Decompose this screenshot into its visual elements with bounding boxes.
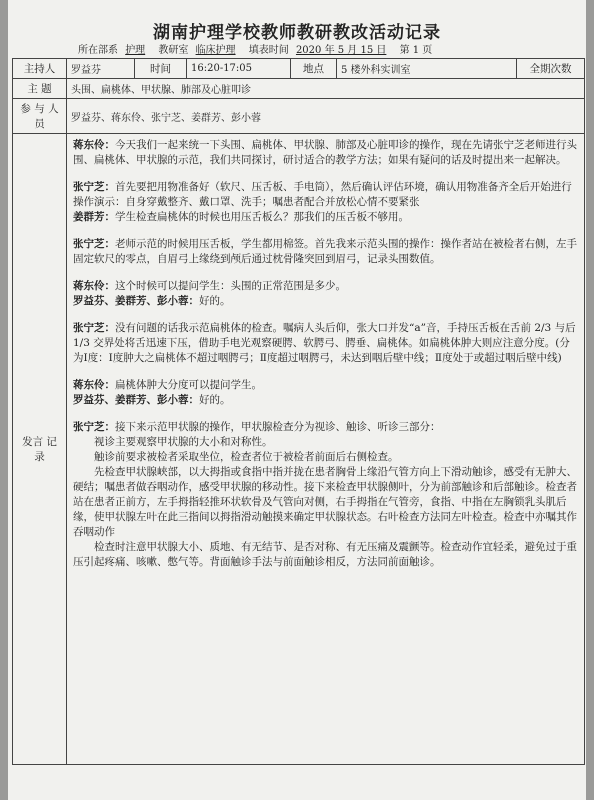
count-label: 全期次数 — [517, 59, 585, 79]
record-entry: 张宁芝：没有问题的话我示范扁桃体的检查。嘱病人头后仰，张大口并发“a”音，手持压舌板在舌前 2/3 与后 1/3 交界处将舌迅速下压，借助手电光观察硬腭、软腭弓、腭垂、扁桃体。如扁桃体肿大则应注意分度。(分为Ⅰ度：Ⅰ度肿大之扁桃体不超过咽腭弓；Ⅱ度超过咽腭弓，未达到咽后壁中线；Ⅱ度处于或超过咽后壁中线) — [73, 322, 576, 364]
topic-value: 头围、扁桃体、甲状腺、肺部及心脏叩诊 — [67, 79, 585, 99]
date-value: 2020 年 5 月 15 日 — [295, 45, 387, 56]
host-value: 罗益芬 — [67, 59, 135, 79]
page-number: 第 1 页 — [399, 45, 433, 56]
record-entry: 张宁芝：首先要把用物准备好（软尺、压舌板、手电筒），然后确认评估环境，确认用物准备齐全后开始进行操作演示：自身穿戴整齐、戴口罩、洗手；嘱患者配合并放松心情不要紧张 姜群芳：学生检查扁桃体的时候也用压舌板么？那我们的压舌板不够用。 — [73, 181, 572, 223]
page-title: 湖南护理学校教师教研教改活动记录 — [153, 23, 441, 43]
section-value: 临床护理 — [195, 45, 236, 56]
place-value: 5 楼外科实训室 — [337, 59, 517, 79]
form-meta — [78, 41, 578, 56]
host-label: 主持人 — [13, 59, 67, 79]
place-label: 地点 — [291, 59, 337, 79]
time-value: 16:20-17:05 — [187, 59, 291, 79]
activity-record-table — [12, 58, 585, 765]
dept-label: 所在部系 — [78, 45, 118, 56]
thyroid-demo-entry: 张宁芝：接下来示范甲状腺的操作，甲状腺检查分为视诊、触诊、听诊三部分： 视诊主要观察甲状腺的大小和对称性。 触诊前要求被检者采取坐位，检查者位于被检者前面后右侧检查。 先检查甲状腺峡部，以大拇指或食指中指并拢在患者胸骨上缘沿气管方向上下滑动触诊，感受有无肿大、硬结；嘱患者做吞咽动作，感受甲状腺的移动性。接下来检查甲状腺侧叶，分为前部触诊和后部触诊。检查者站在患者正前方，左手拇指轻推环状软骨及气管向对侧，右手拇指在气管旁，食指、中指在左胸锁乳头肌后缘，使甲状腺左叶在此三指间以拇指滑动触摸来确定甲状腺状态。右叶检查方法同左叶检查。检查中亦嘱其作吞咽动作 检查时注意甲状腺大小、质地、有无结节、是否对称、有无压痛及震颤等。检查动作宜轻柔，避免过于重压引起疼痛、咳嗽、憋气等。背面触诊手法与前面触诊相反，方法同前面触诊。 — [73, 421, 577, 568]
record-entry: 蒋东伶：今天我们一起来统一下头围、扁桃体、甲状腺、肺部及心脏叩诊的操作，现在先请张宁芝老师进行头围、扁桃体、甲状腺的示范，我们共同探讨，研讨适合的教学方法；如果有疑问的话及时提出来一起解决。 — [73, 139, 577, 166]
record-entry: 张宁芝：老师示范的时候用压舌板，学生都用棉签。首先我来示范头围的操作：操作者站在被检者右侧，左手固定软尺的零点，自眉弓上缘绕到颅后通过枕骨隆突回到眉弓，记录头围数值。 — [73, 238, 577, 265]
participants-value: 罗益芬、蒋东伶、张宁芝、姜群芳、彭小蓉 — [67, 99, 585, 134]
section-label: 教研室 — [158, 45, 189, 56]
topic-label: 主 题 — [13, 79, 67, 99]
record-entry: 蒋东伶：扁桃体肿大分度可以提问学生。 罗益芬、姜群芳、彭小蓉：好的。 — [73, 379, 262, 406]
time-label: 时间 — [135, 59, 187, 79]
discussion-log — [67, 134, 585, 765]
document-page — [8, 0, 586, 800]
record-label: 发言 记录 — [13, 134, 67, 765]
dept-value: 护理 — [125, 45, 146, 56]
record-entry: 蒋东伶：这个时候可以提问学生：头围的正常范围是多少。 罗益芬、姜群芳、彭小蓉：好的。 — [73, 280, 346, 307]
participants-label: 参 与 人 员 — [13, 99, 67, 134]
date-label: 填表时间 — [248, 45, 289, 56]
